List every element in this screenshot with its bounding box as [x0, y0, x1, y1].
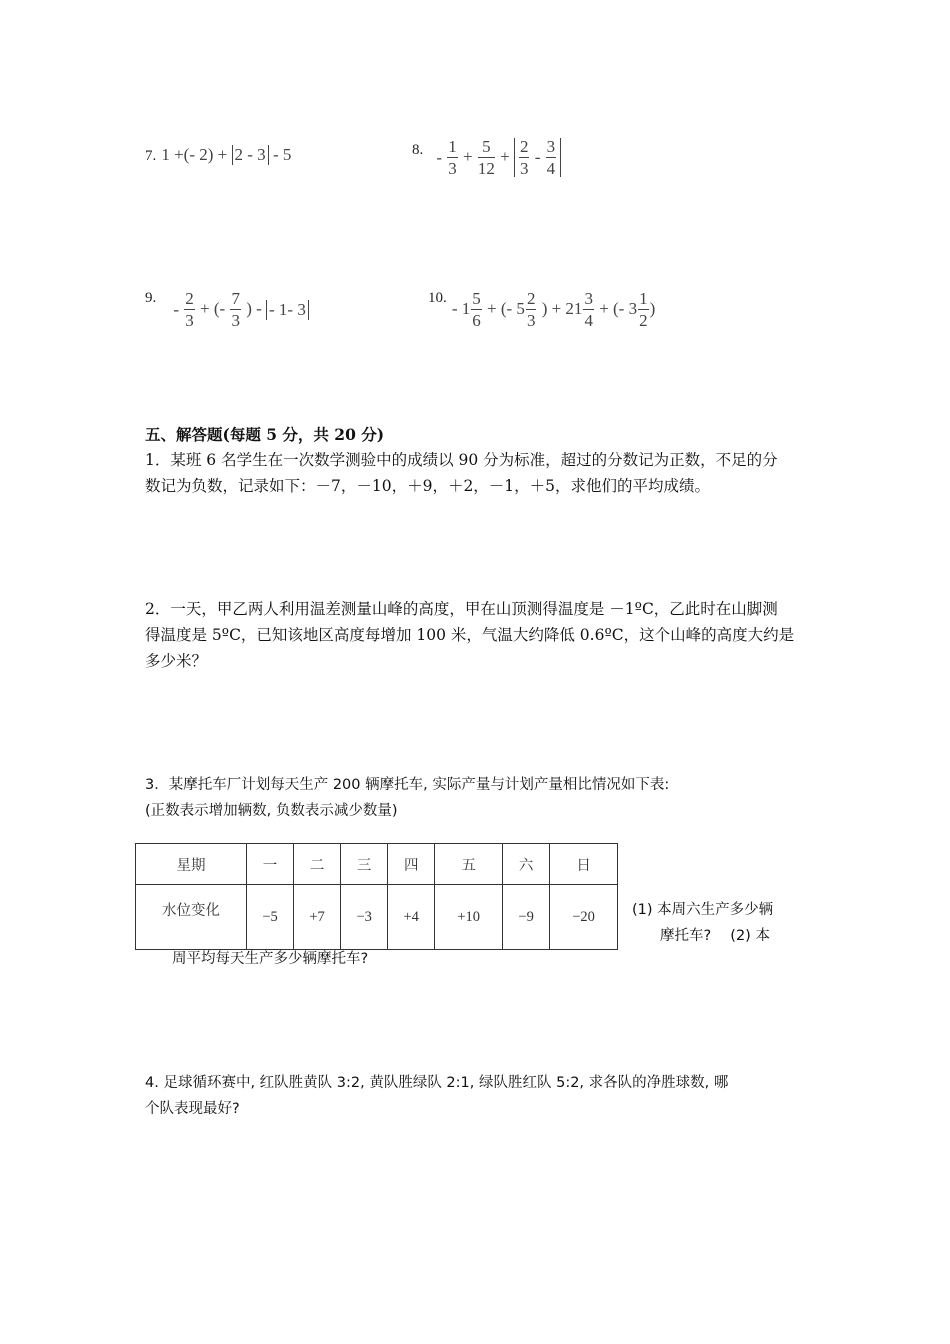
question-3-line-1: 3．某摩托车厂计划每天生产 200 辆摩托车, 实际产量与计划产量相比情况如下表: — [145, 777, 670, 793]
question-4-line-1: 4. 足球循环赛中, 红队胜黄队 3:2, 黄队胜绿队 2:1, 绿队胜红队 5:2, 求各队的净胜球数, 哪 — [145, 1075, 729, 1091]
production-table — [135, 843, 618, 950]
problem-8 — [412, 138, 561, 177]
problem-7-expression: 1 +(- 2) + 2 - 3 - 5 — [161, 145, 292, 164]
question-4 — [145, 1070, 825, 1122]
table-cell: 五 — [435, 844, 503, 885]
question-2-line-3: 多少米？ — [145, 652, 208, 670]
question-2 — [145, 596, 825, 674]
table-cell: +7 — [294, 885, 341, 950]
table-cell: −5 — [247, 885, 294, 950]
table-cell: +4 — [388, 885, 435, 950]
problem-9-label: 9. — [145, 290, 157, 306]
table-cell: −20 — [550, 885, 618, 950]
table-cell: 六 — [503, 844, 550, 885]
table-cell: −9 — [503, 885, 550, 950]
section-heading: 五、解答题(每题 5 分，共 20 分) — [145, 425, 385, 444]
question-2-line-1: 2．一天，甲乙两人利用温差测量山峰的高度，甲在山顶测得温度是 －1ºC，乙此时在山脚测 — [145, 600, 778, 618]
problem-10-expression: - 1 $\frac{5}{6}$ + (- 5 $\frac{2}{3}$ ) + 21 $\frac{3}{4}$ + (- 3 $\frac{1}{2}$ ) — [451, 289, 656, 330]
question-3 — [145, 772, 825, 824]
question-3-line-3: 周平均每天生产多少辆摩托车? — [172, 951, 369, 967]
table-cell: 星期 — [136, 844, 247, 885]
question-2-line-2: 得温度是 5ºC，已知该地区高度每增加 100 米，气温大约降低 0.6ºC，这个山峰的高度大约是 — [145, 626, 795, 644]
question-3-line-2: (正数表示增加辆数, 负数表示减少数量) — [145, 803, 398, 819]
problem-8-expression: - $\frac{1}{3}$ + $\frac{5}{12}$ + $\frac{2}{3}$ - $\frac{3}{4}$ — [428, 146, 561, 165]
question-1-line-1: 1．某班 6 名学生在一次数学测验中的成绩以 90 分为标准，超过的分数记为正数，不足的分 — [145, 451, 778, 469]
problem-10-label: 10. — [428, 290, 447, 306]
problem-7-label: 7. — [145, 148, 157, 164]
table-cell: 三 — [341, 844, 388, 885]
table-cell: +10 — [435, 885, 503, 950]
problem-9 — [145, 290, 309, 329]
question-3-side-line-2: 摩托车? (2) 本 — [660, 928, 770, 944]
table-cell: 日 — [550, 844, 618, 885]
table-cell: 二 — [294, 844, 341, 885]
question-3-side-line-1: (1) 本周六生产多少辆 — [632, 902, 774, 918]
table-cell: 四 — [388, 844, 435, 885]
table-header-row — [136, 844, 618, 885]
question-1-line-2: 数记为负数，记录如下：－7，－10，＋9，＋2，－1，＋5，求他们的平均成绩。 — [145, 477, 711, 495]
problem-9-expression: - $\frac{2}{3}$ + (- $\frac{7}{3}$ ) - - 1- 3 — [161, 298, 309, 317]
table-cell: 一 — [247, 844, 294, 885]
table-cell: 水位变化 — [136, 885, 247, 950]
problem-10 — [428, 290, 655, 329]
problem-8-label: 8. — [412, 142, 424, 158]
table-cell: −3 — [341, 885, 388, 950]
question-3-side — [632, 897, 812, 949]
table-row — [136, 885, 618, 950]
question-4-line-2: 个队表现最好? — [145, 1101, 240, 1117]
question-1 — [145, 447, 825, 499]
problem-7 — [145, 145, 291, 165]
